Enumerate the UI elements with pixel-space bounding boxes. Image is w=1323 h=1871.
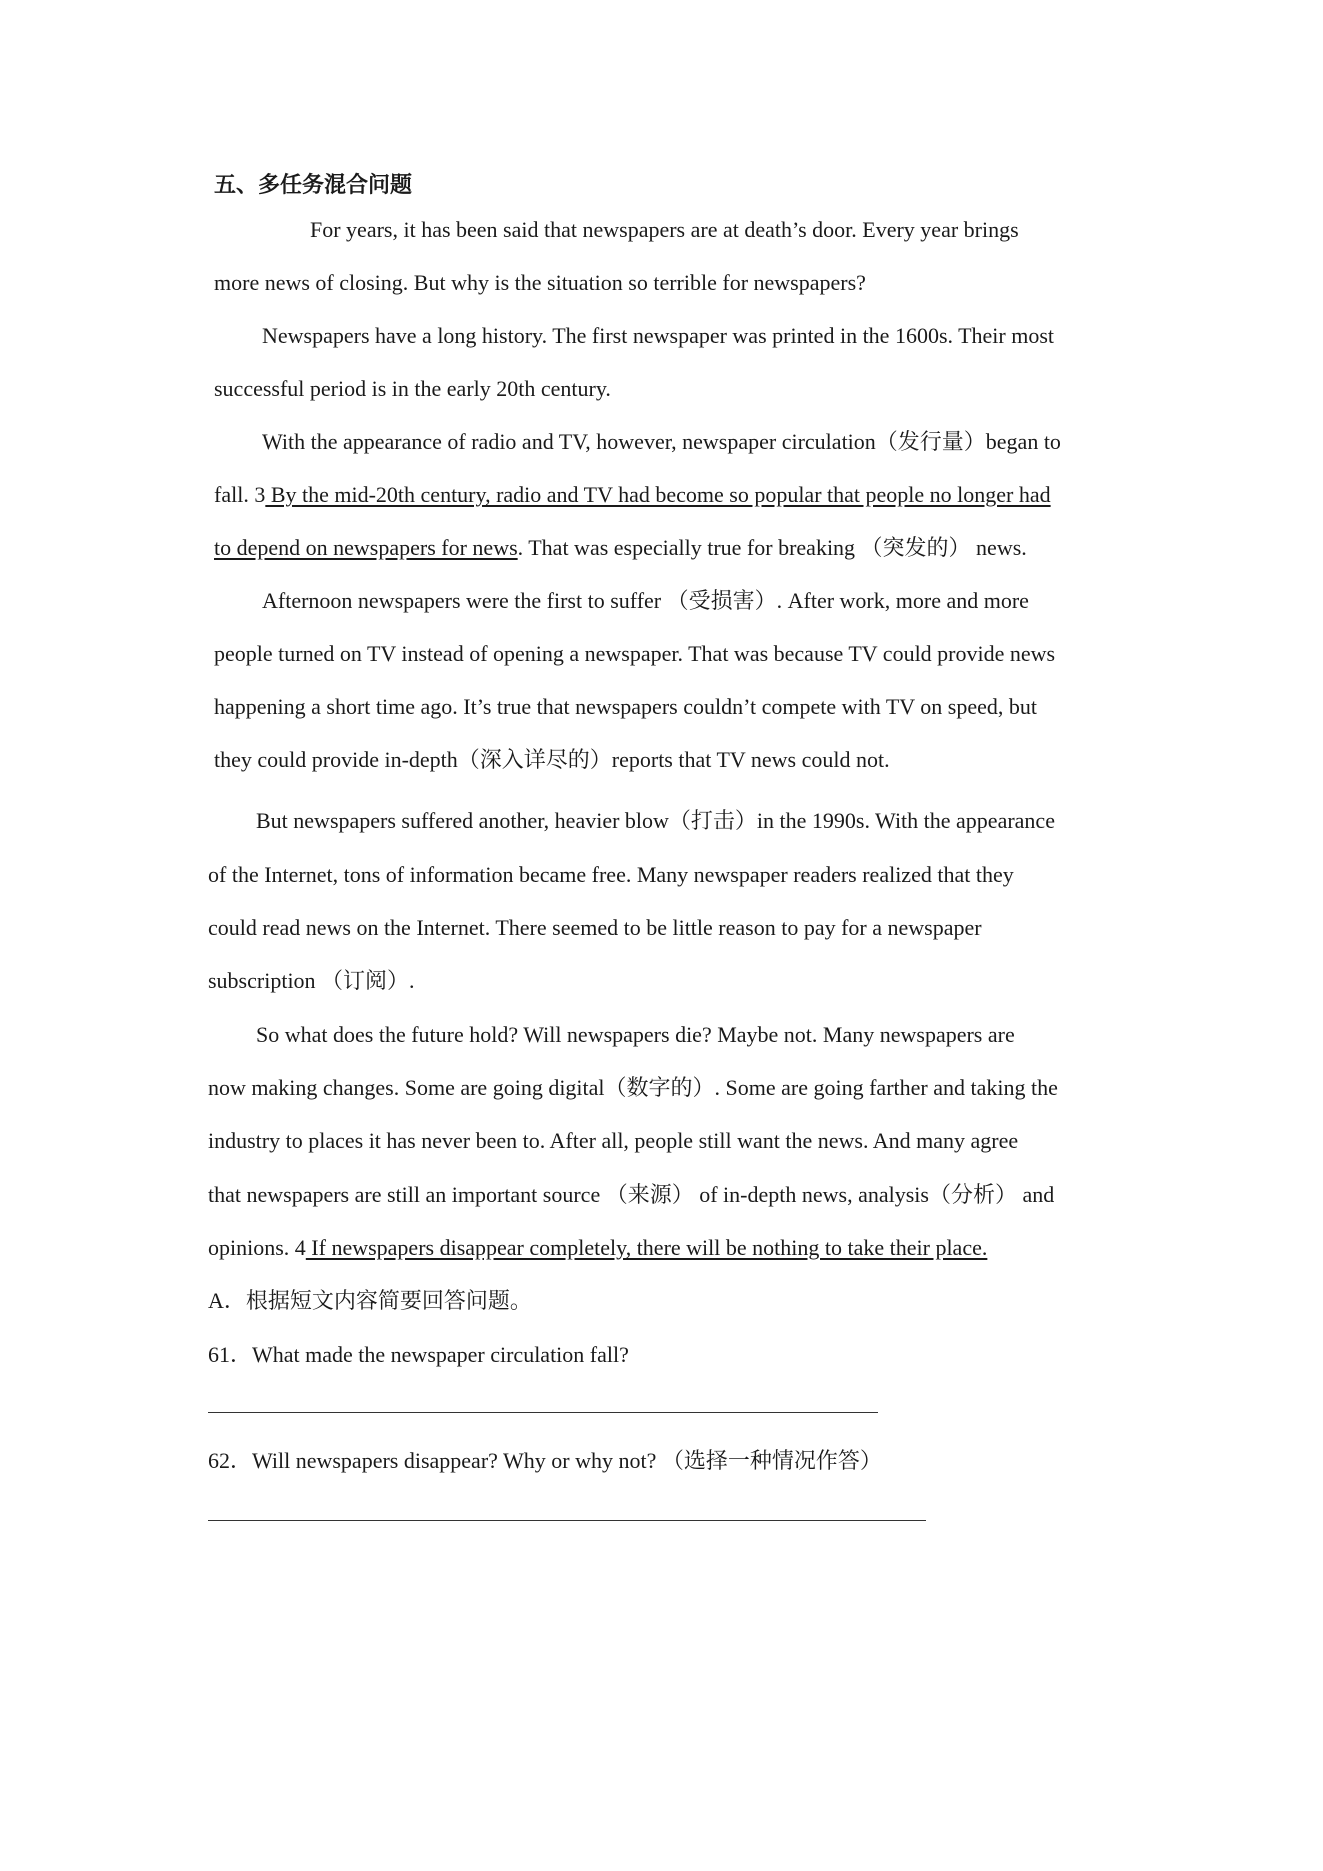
underlined-sentence-3b: to depend on newspapers for news [214, 535, 518, 560]
underlined-sentence-3a: By the mid-20th century, radio and TV had become so popular that people no longer had [265, 482, 1051, 507]
underlined-sentence-4: If newspapers disappear completely, there will be nothing to take their place. [305, 1235, 988, 1260]
p3-line-2-prefix: fall. 3 [214, 482, 266, 507]
p4-line-3: happening a short time ago. It’s true that newspapers couldn’t compete with TV on speed, but [214, 694, 1037, 719]
p6-line-5 [208, 1233, 987, 1263]
p6-line-1: So what does the future hold? Will newspapers die? Maybe not. Many newspapers are [256, 1022, 1015, 1047]
p3-line-2 [214, 480, 1051, 510]
p3-line-3 [214, 533, 1027, 563]
p5-line-2: of the Internet, tons of information became free. Many newspaper readers realized that they [208, 862, 1014, 887]
p3-line-1: With the appearance of radio and TV, however, newspaper circulation（发行量）began to [262, 429, 1061, 454]
section-heading: 五、多任务混合问题 [214, 172, 413, 197]
question-62: 62．Will newspapers disappear? Why or why not? （选择一种情况作答） [208, 1448, 882, 1473]
p2-line-2: successful period is in the early 20th century. [214, 376, 611, 401]
p5-line-1: But newspapers suffered another, heavier blow（打击）in the 1990s. With the appearance [256, 808, 1055, 833]
answer-line-62[interactable] [208, 1520, 926, 1521]
p6-line-2: now making changes. Some are going digital（数字的）. Some are going farther and taking the [208, 1075, 1058, 1100]
p5-line-3: could read news on the Internet. There seemed to be little reason to pay for a newspaper [208, 915, 982, 940]
p6-line-4: that newspapers are still an important source （来源） of in-depth news, analysis（分析） and [208, 1182, 1055, 1207]
question-61: 61．What made the newspaper circulation fall? [208, 1342, 629, 1367]
p4-line-2: people turned on TV instead of opening a newspaper. That was because TV could provide news [214, 641, 1056, 666]
p5-line-4: subscription （订阅）. [208, 968, 415, 993]
p4-line-1: Afternoon newspapers were the first to suffer （受损害）. After work, more and more [262, 588, 1029, 613]
answer-line-61[interactable] [208, 1412, 878, 1413]
p1-line-2: more news of closing. But why is the situation so terrible for newspapers? [214, 270, 866, 295]
part-a-instruction: A．根据短文内容简要回答问题。 [208, 1288, 532, 1313]
p4-line-4: they could provide in-depth（深入详尽的）reports that TV news could not. [214, 747, 890, 772]
p3-line-3-suffix: . That was especially true for breaking （突发的） news. [517, 535, 1027, 560]
p6-line-5-prefix: opinions. 4 [208, 1235, 306, 1260]
p2-line-1: Newspapers have a long history. The first newspaper was printed in the 1600s. Their most [262, 323, 1055, 348]
p6-line-3: industry to places it has never been to. After all, people still want the news. And many agree [208, 1128, 1019, 1153]
p1-line-1: For years, it has been said that newspapers are at death’s door. Every year brings [310, 217, 1019, 242]
